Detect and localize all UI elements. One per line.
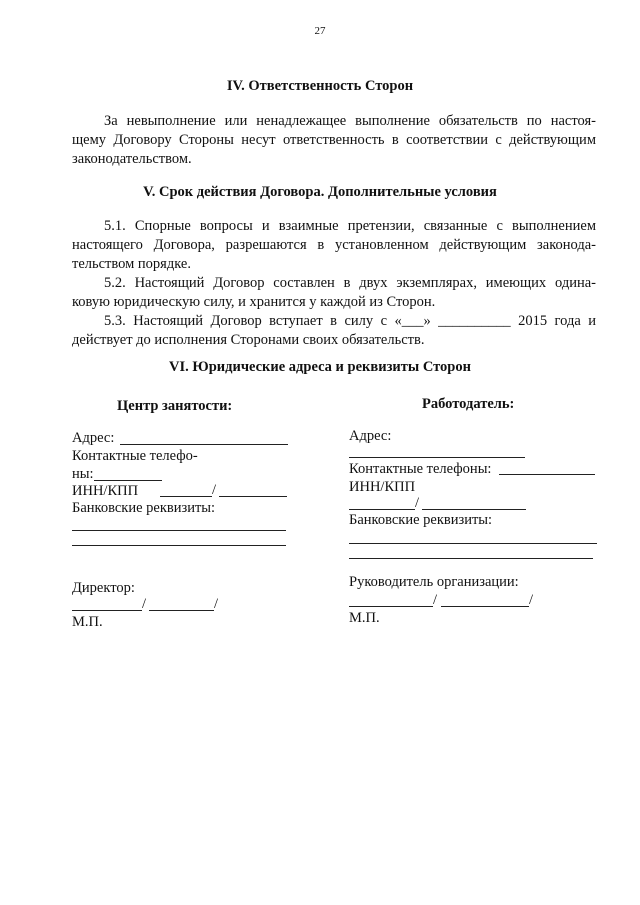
left-phones-label: Контактные телефо-: [72, 448, 198, 464]
left-kpp-line[interactable]: [219, 496, 287, 497]
right-bank-label: Банковские реквизиты:: [349, 512, 493, 528]
text-line: ковую юридическую силу, и хранится у каждой из Сторон.: [72, 294, 436, 310]
left-name-line[interactable]: [149, 610, 214, 611]
right-kpp-line[interactable]: [422, 509, 526, 510]
left-address-line[interactable]: [120, 444, 288, 445]
section-4-text: [72, 112, 596, 169]
right-address-label: Адрес:: [349, 428, 392, 444]
section-5-title: V. Срок действия Договора. Дополнительные условия: [143, 184, 497, 200]
text-line: настоящего Договора, разрешаются в установленном действующим законода-: [72, 237, 596, 253]
text-line: щему Договору Стороны несут ответственность в соответствии с действующим: [72, 132, 596, 148]
right-party-heading: Работодатель:: [422, 396, 515, 412]
right-stamp-label: М.П.: [349, 610, 380, 626]
text-line: За невыполнение или ненадлежащее выполнение обязательств по настоя-: [104, 113, 596, 129]
page-number: 27: [314, 25, 326, 37]
right-phones-line[interactable]: [499, 474, 595, 475]
left-name-slash: /: [214, 596, 219, 612]
section-4-title: IV. Ответственность Сторон: [226, 78, 414, 94]
left-inn-line[interactable]: [160, 496, 212, 497]
right-signer-label: Руководитель организации:: [349, 574, 519, 590]
text-line: действует до исполнения Сторонами своих обязательств.: [72, 332, 425, 348]
right-inn-line[interactable]: [349, 509, 415, 510]
left-bank-label: Банковские реквизиты:: [72, 500, 216, 516]
left-signature-line[interactable]: [72, 610, 142, 611]
text-line: 5.3. Настоящий Договор вступает в силу с «___» __________ 2015 года и: [104, 313, 596, 329]
right-name-slash: /: [529, 592, 534, 608]
right-address-line[interactable]: [349, 457, 525, 458]
right-inn-label: ИНН/КПП: [349, 479, 416, 495]
text-line: законодательством.: [72, 151, 192, 167]
right-bank-line-1[interactable]: [349, 543, 597, 544]
left-inn-label: ИНН/КПП: [72, 483, 139, 499]
section-6-title: VI. Юридические адреса и реквизиты Сторон: [169, 359, 471, 375]
right-signature-line[interactable]: [349, 606, 433, 607]
left-phones-label-cont: ны:: [72, 466, 94, 482]
left-bank-line-1[interactable]: [72, 530, 286, 531]
text-line: 5.2. Настоящий Договор составлен в двух экземплярах, имеющих одина-: [104, 275, 596, 291]
right-signature-slash: /: [433, 592, 438, 608]
right-inn-slash: /: [415, 495, 420, 511]
left-party-heading: Центр занятости:: [117, 398, 233, 414]
section-5-text: [72, 217, 596, 350]
text-line: 5.1. Спорные вопросы и взаимные претензии, связанные с выполнением: [104, 218, 596, 234]
text-line: тельством порядке.: [72, 256, 191, 272]
left-stamp-label: М.П.: [72, 614, 103, 630]
right-bank-line-2[interactable]: [349, 558, 593, 559]
left-bank-line-2[interactable]: [72, 545, 286, 546]
left-address-label: Адрес:: [72, 430, 115, 446]
left-inn-slash: /: [212, 482, 217, 498]
left-signer-label: Директор:: [72, 580, 135, 596]
left-phones-line[interactable]: [94, 480, 162, 481]
right-name-line[interactable]: [441, 606, 529, 607]
right-phones-label: Контактные телефоны:: [349, 461, 492, 477]
left-signature-slash: /: [142, 596, 147, 612]
